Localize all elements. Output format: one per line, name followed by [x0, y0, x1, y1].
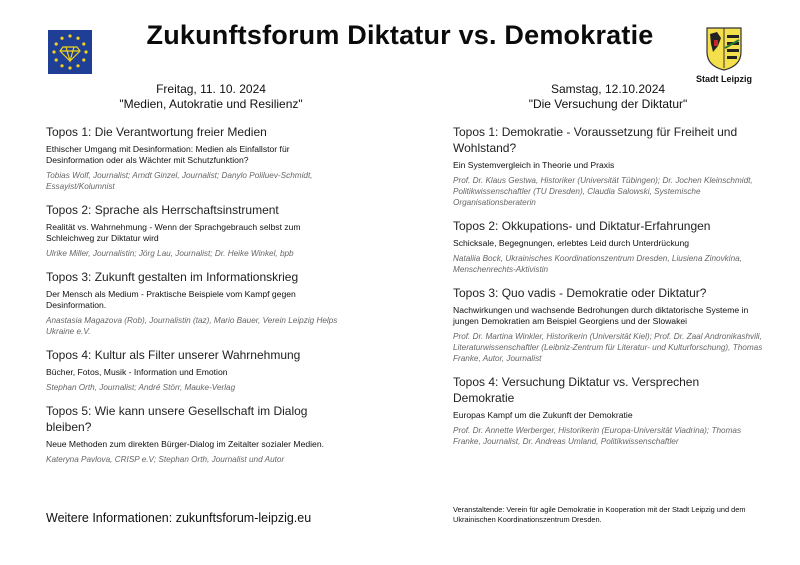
topic-speakers: Prof. Dr. Klaus Gestwa, Historiker (Universität Tübingen); Dr. Jochen Kleinschmidt, Politikwissenschaftler (TU Dresden), Claudia Salowski, Systemische Organisationsberaterin [453, 176, 753, 207]
topic-subtitle: Schicksale, Begegnungen, erlebtes Leid durch Unterdrückung [453, 238, 690, 248]
topic-subtitle: Europas Kampf um die Zukunft der Demokratie [453, 410, 633, 420]
friday-motto: "Medien, Autokratie und Resilienz" [119, 97, 303, 111]
leipzig-crest-icon [705, 26, 743, 72]
city-name: Stadt Leipzig [696, 74, 752, 84]
topic-speakers: Stephan Orth, Journalist; André Störr, Mauke-Verlag [46, 383, 236, 392]
topic-title: Topos 3: Zukunft gestalten im Informationskrieg [46, 270, 299, 284]
topic-subtitle: Realität vs. Wahrnehmung - Wenn der Sprachgebrauch selbst zum Schleichweg zur Diktatur wird [46, 222, 301, 243]
topic-speakers: Anastasia Magazova (Rob), Journalistin (taz), Mario Bauer, Verein Leipzig Helps Ukraine e.V. [46, 316, 338, 336]
topic-speakers: Ulrike Miller, Journalistin; Jörg Lau, Journalist; Dr. Heike Winkel, bpb [46, 249, 294, 258]
saturday-motto: "Die Versuchung der Diktatur" [528, 97, 688, 111]
topic-title: Topos 2: Okkupations- und Diktatur-Erfahrungen [453, 219, 711, 233]
topic-speakers: Prof. Dr. Martina Winkler, Historikerin (Universität Kiel); Prof. Dr. Zaal Andronikashvili, Literaturwissenschaftler (Leibniz-Zentrum für Literatur- und Kulturforschung), Thomas Franke, Autor, Journalist [453, 332, 763, 363]
topic-block [453, 374, 763, 447]
topic-subtitle: Neue Methoden zum direkten Bürger-Dialog im Zeitalter sozialer Medien. [46, 439, 324, 449]
topic-title: Topos 1: Die Verantwortung freier Medien [46, 125, 267, 139]
topic-block [46, 403, 346, 465]
topic-title: Topos 4: Versuchung Diktatur vs. Versprechen Demokratie [453, 375, 700, 405]
topic-speakers: Tobias Wolf, Journalist; Arndt Ginzel, Journalist; Danylo Poliluev-Schmidt, Essayist/Kolumnist [46, 171, 313, 191]
topic-subtitle: Ein Systemvergleich in Theorie und Praxis [453, 160, 615, 170]
organizer-note: Veranstaltende: Verein für agile Demokratie in Kooperation mit der Stadt Leipzig und dem Ukrainischen Koordinationszentrum Dresden. [453, 505, 746, 524]
topic-speakers: Prof. Dr. Annette Werberger, Historikerin (Europa-Universität Viadrina); Thomas Franke, Journalist, Dr. Andreas Umland, Politikwissenschaftler [453, 426, 742, 446]
saturday-date: Samstag, 12.10.2024 [550, 82, 666, 96]
topic-block [46, 347, 346, 393]
topic-subtitle: Der Mensch als Medium - Praktische Beispiele vom Kampf gegen Desinformation. [46, 289, 296, 310]
topic-speakers: Kateryna Pavlova, CRISP e.V; Stephan Orth, Journalist und Autor [46, 455, 285, 464]
topic-block [46, 269, 346, 337]
topic-title: Topos 1: Demokratie - Voraussetzung für Freiheit und Wohlstand? [453, 125, 738, 155]
topic-title: Topos 5: Wie kann unsere Gesellschaft im Dialog bleiben? [46, 404, 308, 434]
friday-heading [76, 82, 346, 112]
saturday-column [453, 82, 763, 447]
topic-speakers: Nataliia Bock, Ukrainisches Koordinationszentrum Dresden, Liusiena Zinovkina, Menschenrechts-Aktivistin [453, 254, 742, 274]
topic-block [453, 124, 763, 208]
topic-subtitle: Ethischer Umgang mit Desinformation: Medien als Einfallstor für Desinformation oder als Wächter mit Schutzfunktion? [46, 144, 290, 165]
topic-block [453, 285, 763, 364]
topic-title: Topos 3: Quo vadis - Demokratie oder Diktatur? [453, 286, 707, 300]
more-info-link[interactable]: Weitere Informationen: zukunftsforum-leipzig.eu [46, 511, 312, 525]
city-logo-block [688, 26, 760, 84]
friday-date: Freitag, 11. 10. 2024 [156, 82, 266, 96]
topic-block [453, 218, 763, 275]
friday-column [46, 82, 346, 465]
topic-subtitle: Bücher, Fotos, Musik - Information und Emotion [46, 367, 228, 377]
topic-block [46, 124, 346, 192]
topic-subtitle: Nachwirkungen und wachsende Bedrohungen durch diktatorische Systeme in jungen Demokratien am Beispiel Georgiens und der Slowakei [453, 305, 749, 326]
topic-block [46, 202, 346, 259]
saturday-heading [453, 82, 763, 112]
topic-title: Topos 2: Sprache als Herrschaftsinstrument [46, 203, 279, 217]
page-title: Zukunftsforum Diktatur vs. Demokratie [146, 20, 654, 50]
topic-title: Topos 4: Kultur als Filter unserer Wahrnehmung [46, 348, 301, 362]
